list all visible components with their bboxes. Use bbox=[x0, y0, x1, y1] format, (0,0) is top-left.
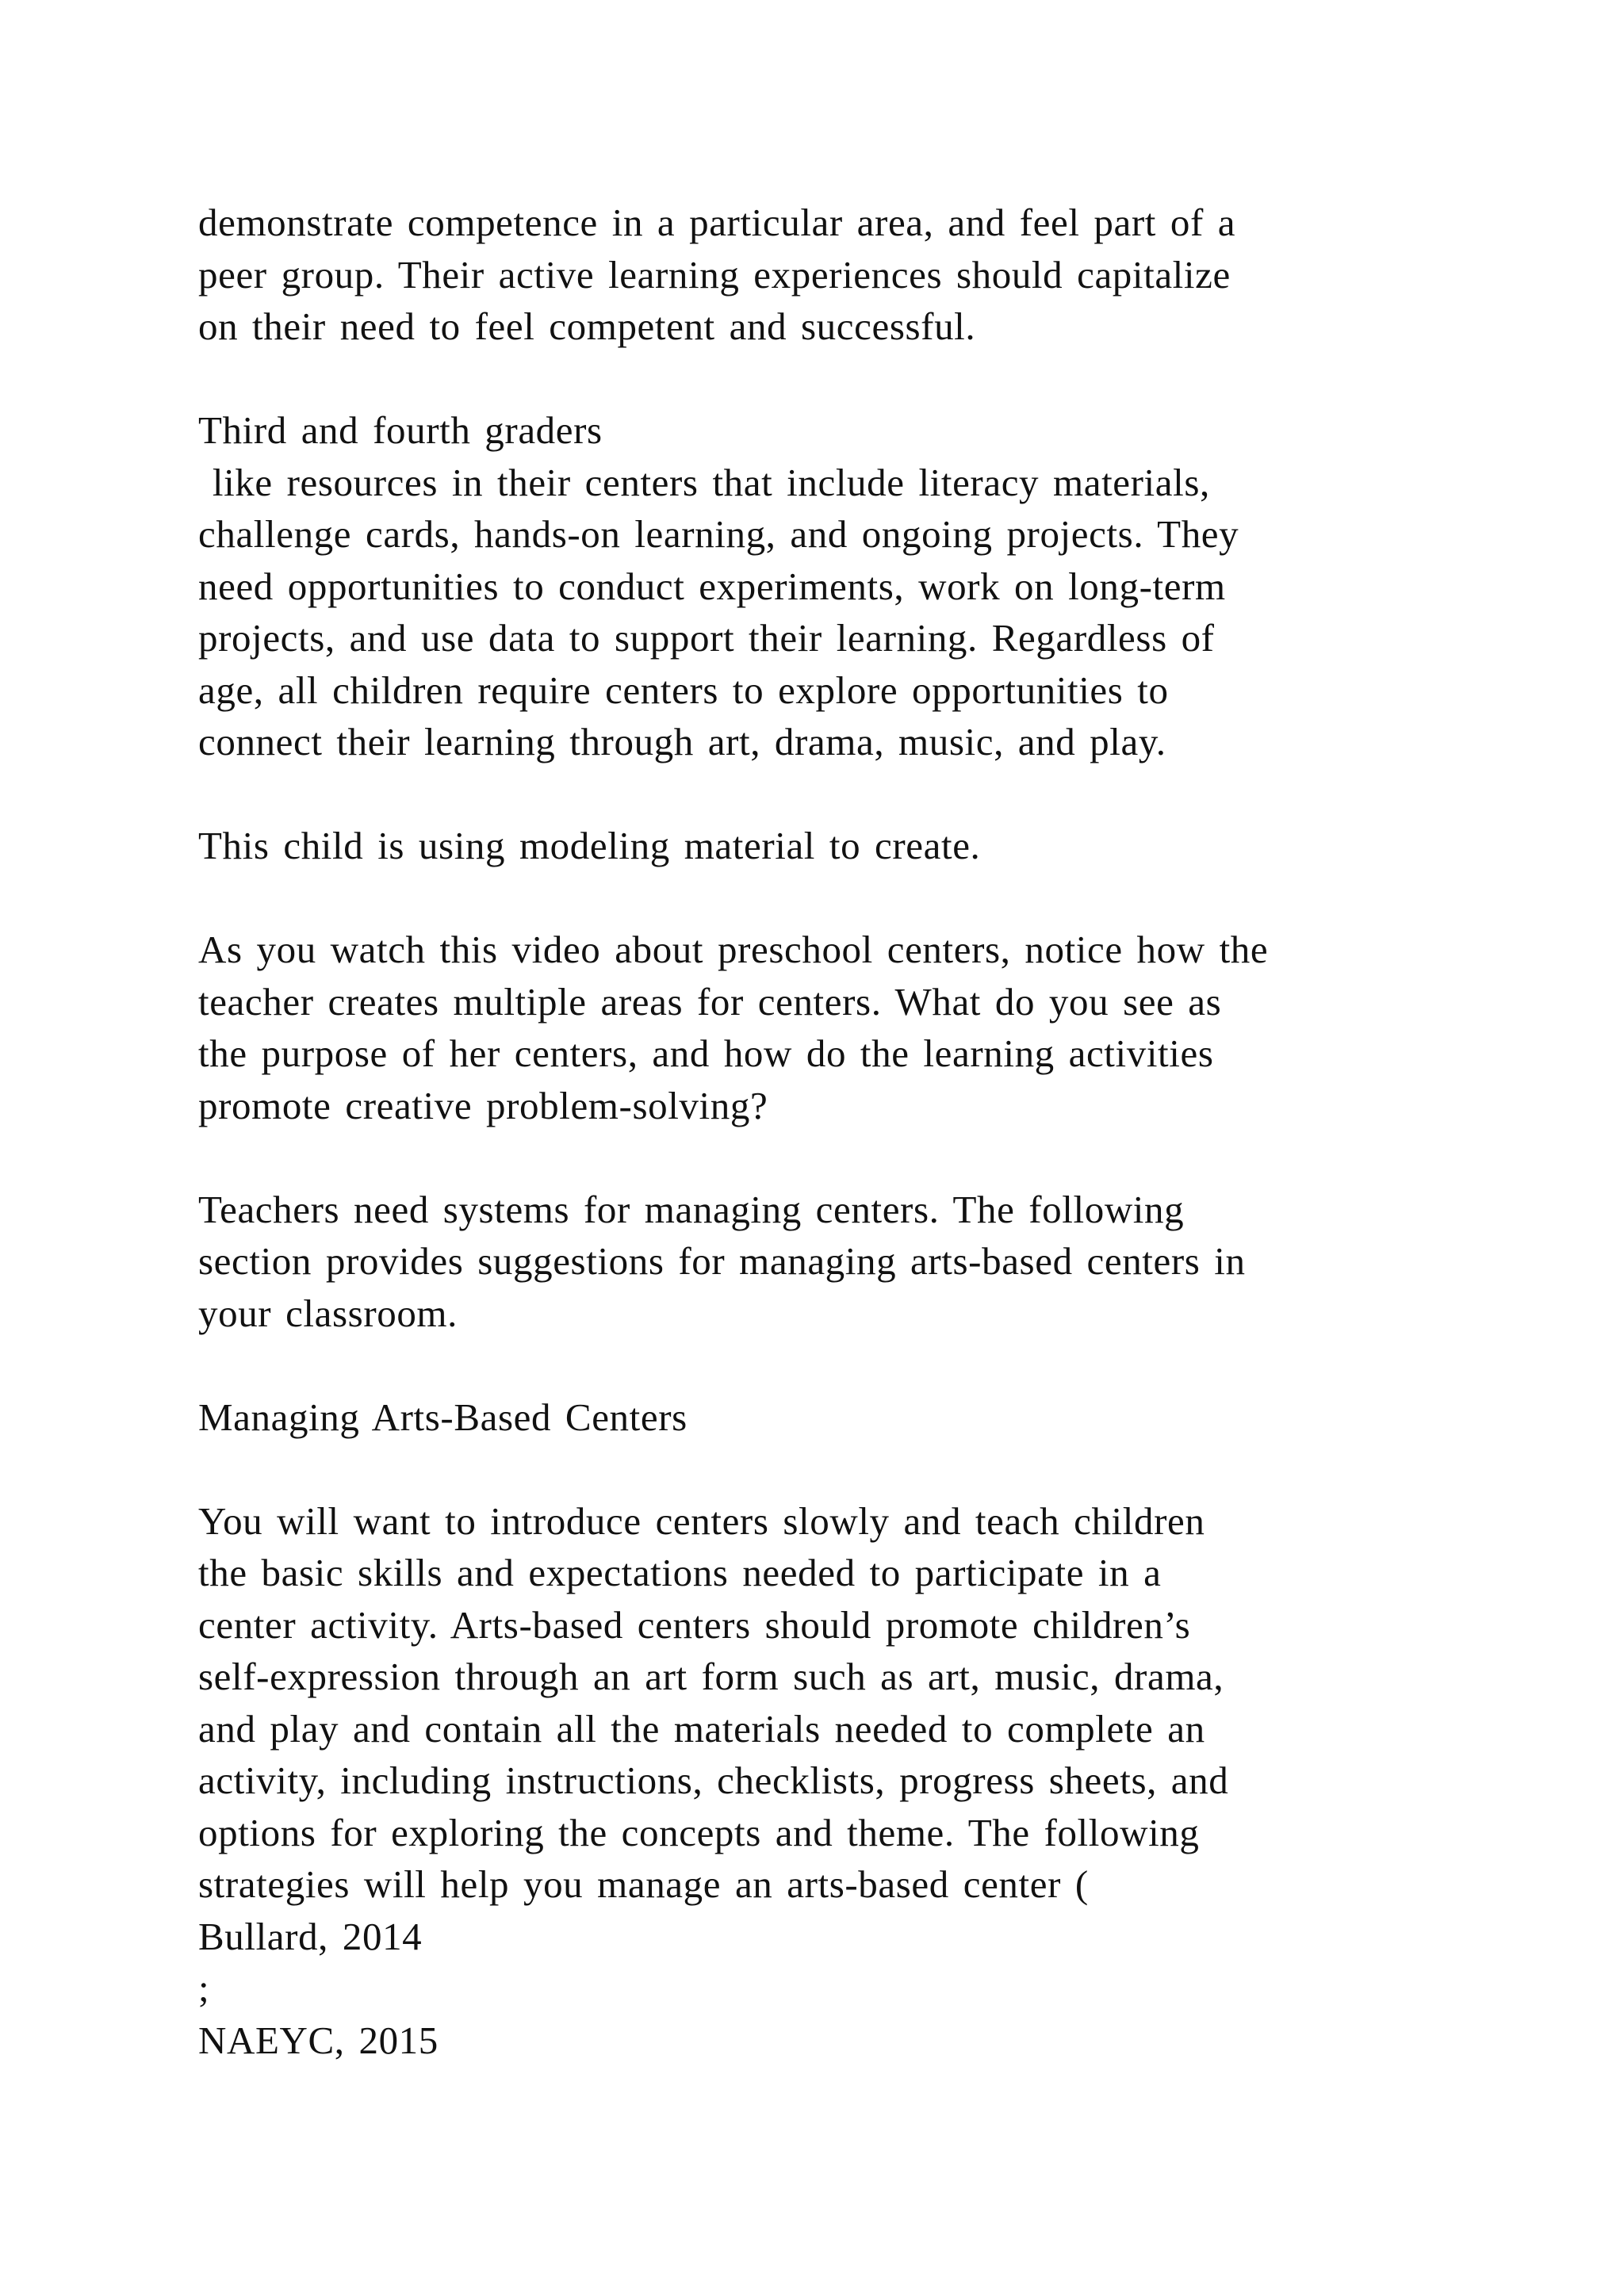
text-line: need opportunities to conduct experiments, work on long-term bbox=[198, 564, 1226, 608]
text-line: peer group. Their active learning experiences should capitalize bbox=[198, 252, 1231, 297]
text-line: strategies will help you manage an arts-based center ( bbox=[198, 1862, 1089, 1906]
section-heading: Managing Arts-Based Centers bbox=[198, 1395, 688, 1439]
paragraph-gap bbox=[198, 1131, 1546, 1184]
text-line: and play and contain all the materials needed to complete an bbox=[198, 1706, 1205, 1751]
text-line: options for exploring the concepts and theme. The following bbox=[198, 1810, 1200, 1854]
citation: Bullard, 2014 bbox=[198, 1914, 423, 1958]
paragraph-gap bbox=[198, 1339, 1546, 1391]
paragraph-gap bbox=[198, 768, 1546, 821]
text-line: activity, including instructions, checklists, progress sheets, and bbox=[198, 1758, 1229, 1802]
paragraph-gap bbox=[198, 1443, 1546, 1495]
text-line: on their need to feel competent and successful. bbox=[198, 304, 976, 348]
citation: NAEYC, 2015 bbox=[198, 2018, 439, 2062]
text-line: section provides suggestions for managing arts-based centers in bbox=[198, 1239, 1246, 1283]
text-line: the purpose of her centers, and how do the learning activities bbox=[198, 1031, 1214, 1075]
image-caption: This child is using modeling material to create. bbox=[198, 824, 981, 867]
paragraph-gap bbox=[198, 872, 1546, 924]
text-line: promote creative problem-solving? bbox=[198, 1083, 768, 1127]
text-line: your classroom. bbox=[198, 1291, 458, 1335]
text-line: like resources in their centers that include literacy materials, bbox=[198, 460, 1210, 504]
text-line: self-expression through an art form such as art, music, drama, bbox=[198, 1655, 1224, 1698]
text-line: challenge cards, hands-on learning, and ongoing projects. They bbox=[198, 512, 1239, 556]
text-line: Third and fourth graders bbox=[198, 408, 603, 452]
text-line: As you watch this video about preschool centers, notice how the bbox=[198, 928, 1269, 971]
text-line: You will want to introduce centers slowly and teach children bbox=[198, 1498, 1205, 1543]
text-line: teacher creates multiple areas for centers. What do you see as bbox=[198, 979, 1222, 1024]
text-line: center activity. Arts-based centers should promote children’s bbox=[198, 1602, 1191, 1647]
text-line: age, all children require centers to explore opportunities to bbox=[198, 668, 1169, 712]
text-line: connect their learning through art, drama, music, and play. bbox=[198, 720, 1166, 763]
text-line: Teachers need systems for managing centers. The following bbox=[198, 1187, 1185, 1231]
text-line: demonstrate competence in a particular area, and feel part of a bbox=[198, 201, 1236, 244]
paragraph-gap bbox=[198, 353, 1546, 405]
text-line: projects, and use data to support their learning. Regardless of bbox=[198, 616, 1215, 660]
text-line: the basic skills and expectations needed to participate in a bbox=[198, 1551, 1162, 1594]
document-body bbox=[198, 197, 1546, 2066]
citation-separator: ; bbox=[198, 1966, 210, 2010]
